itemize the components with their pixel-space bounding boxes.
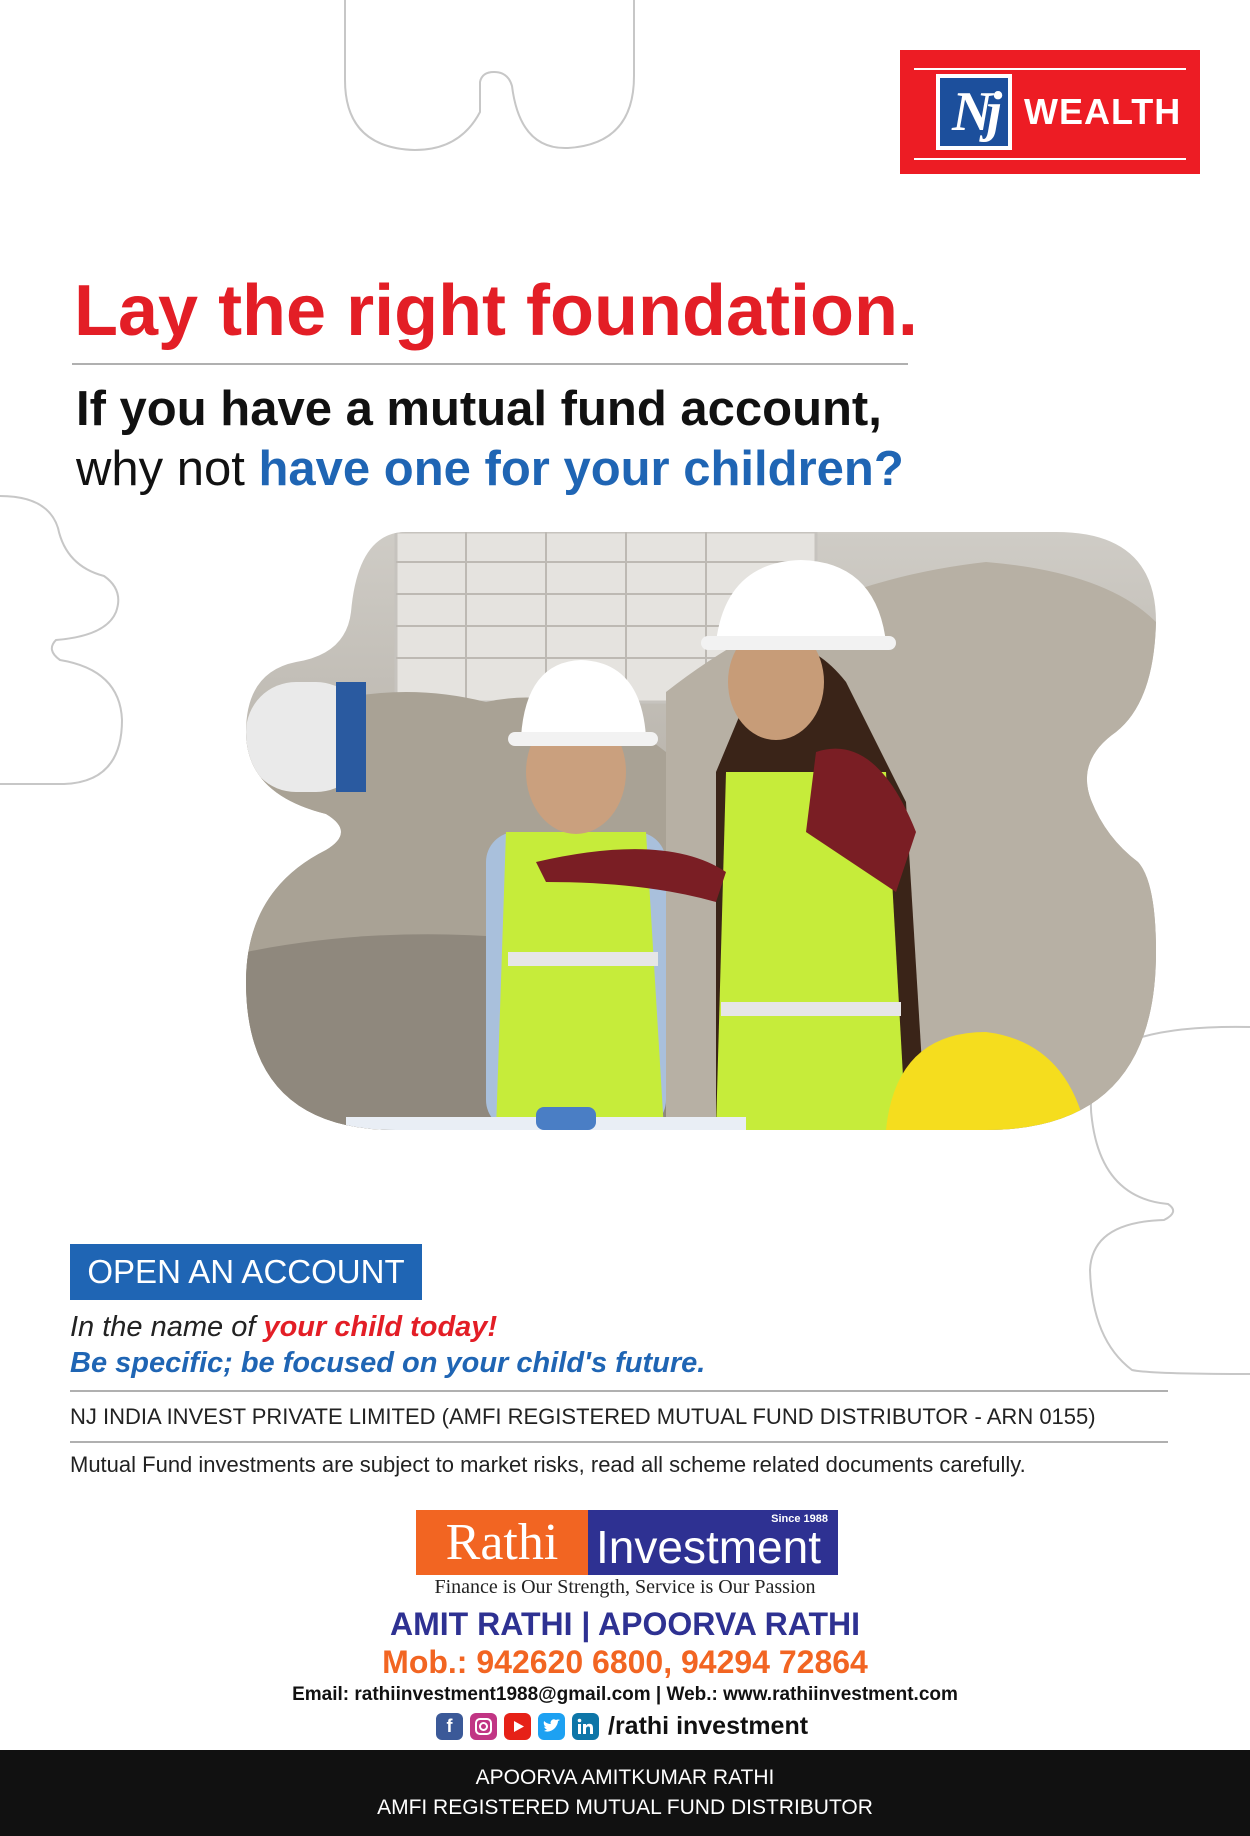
subhead-highlight: have one for your children? xyxy=(258,442,904,496)
linkedin-icon[interactable] xyxy=(572,1713,599,1740)
subhead-line-2 xyxy=(76,438,904,500)
distributor-tagline: Finance is Our Strength, Service is Our Passion xyxy=(434,1576,816,1598)
rathi-logo-left: Rathi xyxy=(416,1510,588,1575)
company-legal-text: NJ INDIA INVEST PRIVATE LIMITED (AMFI REGISTERED MUTUAL FUND DISTRIBUTOR - ARN 0155) xyxy=(70,1404,1096,1429)
cta-line-1-highlight: your child today! xyxy=(263,1311,498,1343)
subhead-plain: why not xyxy=(76,442,259,496)
headline-divider xyxy=(72,363,908,365)
nj-wealth-logo xyxy=(900,50,1200,174)
rathi-logo-word: Investment xyxy=(596,1521,821,1573)
footer-line-2: AMFI REGISTERED MUTUAL FUND DISTRIBUTOR xyxy=(377,1796,873,1819)
social-handle[interactable]: /rathi investment xyxy=(608,1712,809,1740)
nj-logo-letters: Nj xyxy=(940,78,1008,146)
subhead-line-1: If you have a mutual fund account, xyxy=(76,382,882,436)
footer-line-1: APOORVA AMITKUMAR RATHI xyxy=(475,1766,775,1789)
cta-line-2: Be specific; be focused on your child's future. xyxy=(70,1347,706,1379)
legal-divider-bottom xyxy=(70,1441,1168,1443)
twitter-icon[interactable] xyxy=(538,1713,565,1740)
footer-bar xyxy=(0,1750,1250,1836)
nj-logo-word: WEALTH xyxy=(1024,91,1182,132)
hero-photo xyxy=(246,532,1156,1130)
cta-line-1 xyxy=(70,1308,497,1346)
risk-disclaimer: Mutual Fund investments are subject to market risks, read all scheme related documents carefully. xyxy=(70,1452,1026,1477)
social-links xyxy=(436,1710,808,1742)
rathi-investment-logo xyxy=(416,1510,838,1575)
legal-divider-top xyxy=(70,1390,1168,1392)
facebook-icon[interactable]: f xyxy=(436,1713,463,1740)
cta-line-1-plain: In the name of xyxy=(70,1311,264,1343)
distributor-contact[interactable]: Email: rathiinvestment1988@gmail.com | Web.: www.rathiinvestment.com xyxy=(292,1684,958,1705)
distributor-mobile[interactable]: Mob.: 942620 6800, 94294 72864 xyxy=(382,1644,868,1680)
distributor-names: AMIT RATHI | APOORVA RATHI xyxy=(390,1606,860,1642)
instagram-icon[interactable] xyxy=(470,1713,497,1740)
nj-logo-mark xyxy=(936,74,1012,150)
youtube-icon[interactable] xyxy=(504,1713,531,1740)
headline: Lay the right foundation. xyxy=(74,271,918,351)
open-account-button[interactable]: OPEN AN ACCOUNT xyxy=(70,1244,422,1300)
since-badge: Since 1988 xyxy=(771,1513,828,1525)
rathi-logo-right xyxy=(588,1510,838,1575)
